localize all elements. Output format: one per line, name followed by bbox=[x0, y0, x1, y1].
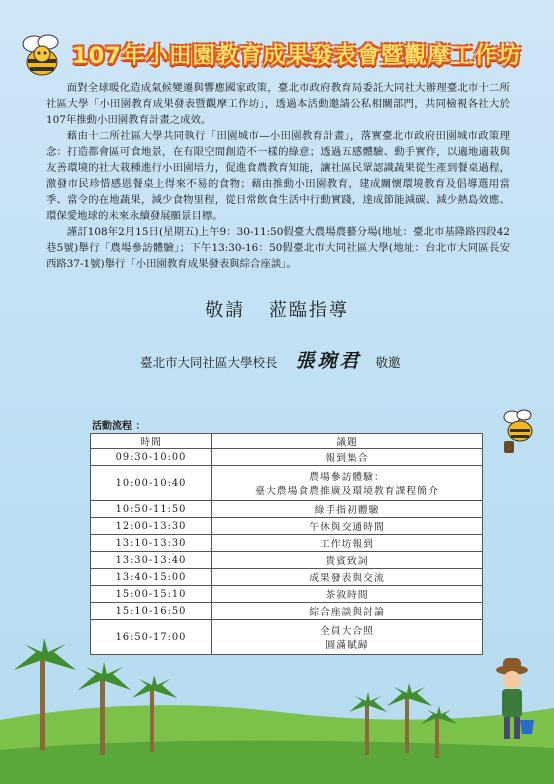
farm-landscape-illustration bbox=[0, 600, 554, 784]
topic-line: 農場參訪體驗： bbox=[309, 472, 385, 483]
topic-cell: 貴賓致詞 bbox=[212, 552, 483, 569]
table-row bbox=[91, 569, 483, 586]
signature-line bbox=[140, 346, 401, 373]
topic-cell: 綠手指初體驗 bbox=[212, 501, 483, 518]
table-row bbox=[91, 535, 483, 552]
topic-cell bbox=[212, 466, 483, 501]
paragraph: 謹訂108年2月15日(星期五)上午9：30-11:50假臺大農場農藝分場(地址：臺北市基隆路四段42巷5號)舉行「農場參訪體驗」；下午13:30-16：50假臺北市大同社區大學(地址：台北市大同區長安西路37-1號)舉行「小田園教育成果發表與綜合座談」。 bbox=[46, 226, 510, 270]
time-cell: 15:00-15:10 bbox=[91, 586, 212, 603]
column-header-time: 時間 bbox=[91, 434, 212, 449]
paragraph: 藉由十二所社區大學共同執行「田園城市—小田園教育計畫」，落實臺北市政府田園城市政策理念：打造都會區可食地景，在有限空間創造不一樣的綠意；透過五感體驗、動手實作，以適地適栽與友善環境的社大栽種進行小田園培力，促進食農教育知能，讓社區民眾認識蔬果從生產到餐桌過程，激發市民珍惜感恩餐桌上得來不易的食物；藉由推動小田園教育，建成關懷環境教育及倡導選用當季、當令的在地蔬果，減少食物里程，從日常飲食生活中行動實踐，達成節能減碳、減少熱島效應、環保愛地球的未來永續發展願景目標。 bbox=[46, 130, 510, 222]
table-row bbox=[91, 518, 483, 535]
paragraph: 面對全球暖化造成氣候變遷與響應國家政策，臺北市政府教育局委託大同社大辦理臺北市十二所社區大學「小田園教育成果發表暨觀摩工作坊」，透過本活動邀請公私相關部門，共同檢視各社大於107年推動小田園教育計畫之成效。 bbox=[46, 82, 510, 126]
topic-cell: 成果發表與交流 bbox=[212, 569, 483, 586]
schedule-label: 活動流程 ： bbox=[92, 421, 146, 432]
time-cell: 10:50-11:50 bbox=[91, 501, 212, 518]
invitation-line bbox=[0, 296, 554, 322]
signer-closing: 敬邀 bbox=[375, 355, 401, 370]
topic-line: 圓滿賦歸 bbox=[325, 640, 369, 651]
column-header-topic: 議題 bbox=[212, 434, 483, 449]
table-row bbox=[91, 501, 483, 518]
topic-cell: 報到集合 bbox=[212, 449, 483, 466]
page-title: 107年小田園教育成果發表會暨觀摩工作坊 bbox=[72, 43, 522, 69]
topic-cell: 茶敘時間 bbox=[212, 586, 483, 603]
table-row bbox=[91, 449, 483, 466]
topic-cell: 工作坊報到 bbox=[212, 535, 483, 552]
time-cell: 16:50-17:00 bbox=[91, 620, 212, 655]
invite-word: 蒞臨指導 bbox=[268, 300, 349, 321]
time-cell: 13:30-13:40 bbox=[91, 552, 212, 569]
intro-text bbox=[46, 80, 510, 272]
time-cell: 12:00-13:30 bbox=[91, 518, 212, 535]
time-cell: 13:10-13:30 bbox=[91, 535, 212, 552]
topic-line: 全員大合照 bbox=[320, 626, 374, 637]
table-header-row bbox=[91, 434, 483, 449]
table-row bbox=[91, 466, 483, 501]
topic-cell: 綜合座談與討論 bbox=[212, 603, 483, 620]
invite-word: 敬請 bbox=[205, 300, 246, 321]
signer-name: 張琬君 bbox=[295, 350, 362, 372]
signer-org: 臺北市大同社區大學校長 bbox=[140, 355, 278, 370]
bee-with-honey-pot-icon bbox=[498, 405, 542, 455]
bee-illustration-icon bbox=[14, 30, 70, 80]
time-cell: 15:10-16:50 bbox=[91, 603, 212, 620]
time-cell: 13:40-15:00 bbox=[91, 569, 212, 586]
topic-line: 臺大農場食農推廣及環境教育課程簡介 bbox=[255, 486, 439, 497]
table-row bbox=[91, 552, 483, 569]
time-cell: 10:00-10:40 bbox=[91, 466, 212, 501]
time-cell: 09:30-10:00 bbox=[91, 449, 212, 466]
topic-cell: 午休與交通時間 bbox=[212, 518, 483, 535]
